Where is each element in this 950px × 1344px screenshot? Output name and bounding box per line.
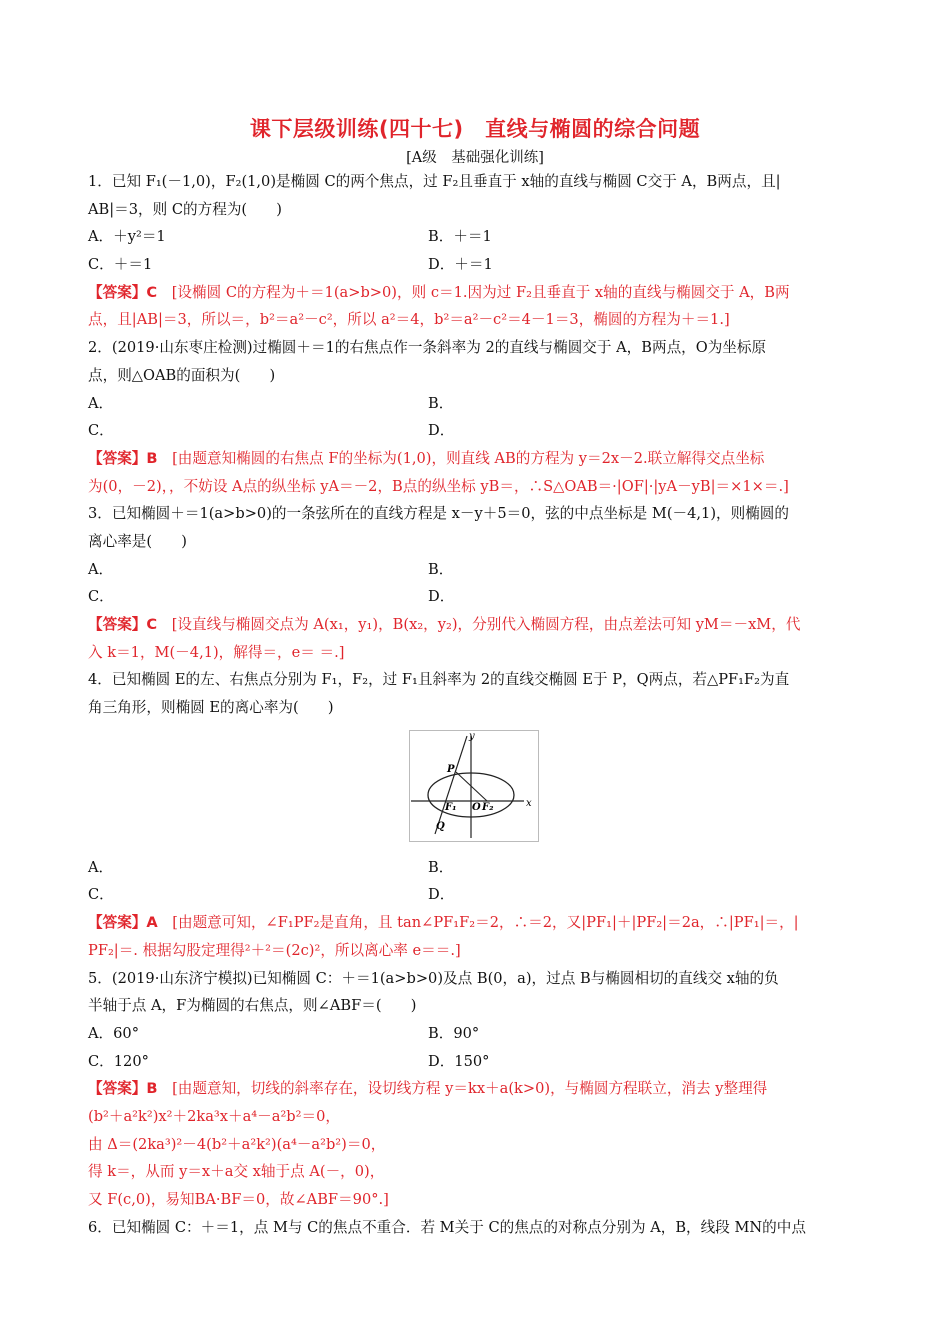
option-b: B．90° [428, 1024, 480, 1042]
options-row [88, 223, 868, 251]
option-c: C． [88, 588, 114, 606]
question-5 [88, 965, 868, 1214]
page-title: 课下层级训练(四十七) 直线与椭圆的综合问题 [249, 117, 701, 141]
answer-line [88, 611, 868, 639]
option-d: D． [428, 422, 455, 440]
answer-line [88, 279, 868, 307]
options-row [88, 583, 868, 611]
f2-label: F₂ [482, 801, 494, 813]
answer-line: PF₂|＝. 根据勾股定理得²＋²＝(2c)²，所以离心率 e＝＝.] [88, 941, 461, 959]
option-b: B． [428, 858, 454, 876]
option-b: B． [428, 560, 454, 578]
point-q-label: Q [436, 820, 445, 832]
ellipse-figure [88, 730, 868, 850]
option-a: A． [88, 560, 114, 578]
question-6 [88, 1214, 868, 1242]
option-d: D． [428, 588, 455, 606]
options-row [88, 417, 868, 445]
answer-line [88, 445, 868, 473]
x-label: x [526, 797, 532, 809]
answer-line: 点，且|AB|＝3，所以＝，b²＝a²－c²，所以 a²＝4，b²＝a²－c²＝4－1＝3，椭圆的方程为＋＝1.] [88, 311, 730, 329]
question-3 [88, 500, 868, 666]
option-d: D． [428, 886, 455, 904]
option-c: C． [88, 886, 114, 904]
question-text-line: 离心率是( ) [88, 532, 187, 550]
origin-label: O [472, 801, 481, 813]
answer-line: 入 k＝1，M(－4,1)，解得＝，e＝ ＝.] [88, 643, 345, 661]
section-subtitle: [A级 基础强化训练] [406, 150, 544, 166]
answer-line: 由 Δ＝(2ka³)²－4(b²＋a²k²)(a⁴－a²b²)＝0， [88, 1135, 386, 1153]
answer-text: [设椭圆 C的方程为＋＝1(a>b>0)，则 c＝1.因为过 F₂且垂直于 x轴的直线与椭圆交于 A，B两 [171, 283, 790, 301]
question-text-line: 半轴于点 A，F为椭圆的右焦点，则∠ABF＝( ) [88, 997, 417, 1015]
answer-text: [设直线与椭圆交点为 A(x₁，y₁)，B(x₂，y₂)，分别代入椭圆方程，由点差法可知 yM＝－xM，代 [171, 616, 801, 633]
answer-line: 又 F(c,0)，易知BA·BF＝0，故∠ABF＝90°.] [88, 1191, 389, 1208]
options-row [88, 1048, 868, 1076]
question-1 [88, 168, 868, 334]
options-row [88, 1020, 868, 1048]
answer-line: 为(0，－2)，，不妨设 A点的纵坐标 yA＝－2，B点的纵坐标 yB＝，∴S△OAB＝·|OF|·|yA－yB|＝×1×＝.] [88, 477, 789, 495]
options-row [88, 881, 868, 909]
option-b: B． [428, 394, 454, 412]
question-text-line: 角三角形，则椭圆 E的离心率为( ) [88, 699, 334, 717]
question-text-line: 1．已知 F₁(－1,0)，F₂(1,0)是椭圆 C的两个焦点，过 F₂且垂直于 x轴的直线与椭圆 C交于 A，B两点，且| [88, 173, 781, 190]
f1-label: F₁ [445, 801, 457, 813]
answer-line: 得 k＝，从而 y＝x＋a交 x轴于点 A(－，0)， [88, 1163, 385, 1181]
options-row [88, 251, 868, 279]
question-2 [88, 334, 868, 500]
question-text-line: 点，则△OAB的面积为( ) [88, 366, 276, 384]
option-c: C．＋＝1 [88, 256, 153, 274]
answer-label: 【答案】B [88, 449, 158, 467]
point-p-label: P [447, 763, 455, 775]
option-d: D．＋＝1 [428, 256, 493, 274]
answer-label: 【答案】C [88, 616, 158, 633]
answer-text: [由题意可知，∠F₁PF₂是直角，且 tan∠PF₁F₂＝2，∴＝2，又|PF₁|＋|PF₂|＝2a，∴|PF₁|＝，| [172, 914, 799, 932]
answer-line [88, 909, 868, 937]
question-text-line: 6．已知椭圆 C：＋＝1，点 M与 C的焦点不重合．若 M关于 C的焦点的对称点分别为 A，B，线段 MN的中点 [88, 1218, 806, 1236]
option-a: A． [88, 394, 114, 412]
option-a: A． [88, 858, 114, 876]
y-label: y [469, 730, 475, 742]
answer-line: (b²＋a²k²)x²＋2ka³x＋a⁴－a²b²＝0， [88, 1107, 340, 1125]
option-c: C．120° [88, 1052, 149, 1070]
question-text-line: AB|＝3，则 C的方程为( ) [88, 200, 283, 218]
options-row [88, 854, 868, 882]
options-row [88, 390, 868, 418]
figure-frame [410, 730, 539, 841]
chord-line [435, 736, 467, 834]
option-a: A．60° [88, 1024, 139, 1042]
answer-line [88, 1075, 868, 1103]
question-text-line: 2．(2019·山东枣庄检测)过椭圆＋＝1的右焦点作一条斜率为 2的直线与椭圆交于 A，B两点，O为坐标原 [88, 339, 767, 357]
answer-label: 【答案】A [88, 914, 158, 932]
option-d: D．150° [428, 1052, 490, 1070]
answer-text: [由题意知，切线的斜率存在，设切线方程 y＝kx＋a(k>0)，与椭圆方程联立，消去 y整理得 [172, 1080, 768, 1098]
question-text-line: 4．已知椭圆 E的左、右焦点分别为 F₁，F₂，过 F₁且斜率为 2的直线交椭圆 E于 P，Q两点，若△PF₁F₂为直 [88, 671, 790, 689]
answer-label: 【答案】B [88, 1080, 158, 1098]
question-text-line: 5．(2019·山东济宁模拟)已知椭圆 C：＋＝1(a>b>0)及点 B(0，a)，过点 B与椭圆相切的直线交 x轴的负 [88, 969, 779, 987]
content [88, 168, 868, 1241]
question-text-line: 3．已知椭圆＋＝1(a>b>0)的一条弦所在的直线方程是 x－y＋5＝0，弦的中点坐标是 M(－4,1)，则椭圆的 [88, 505, 789, 523]
options-row [88, 556, 868, 584]
option-b: B．＋＝1 [428, 228, 492, 246]
answer-label: 【答案】C [88, 283, 158, 301]
option-c: C． [88, 422, 114, 440]
ellipse-diagram [409, 730, 539, 842]
answer-text: [由题意知椭圆的右焦点 F的坐标为(1,0)，则直线 AB的方程为 y＝2x－2.联立解得交点坐标 [172, 449, 765, 467]
option-a: A．＋y²＝1 [88, 228, 166, 246]
question-4 [88, 666, 868, 964]
